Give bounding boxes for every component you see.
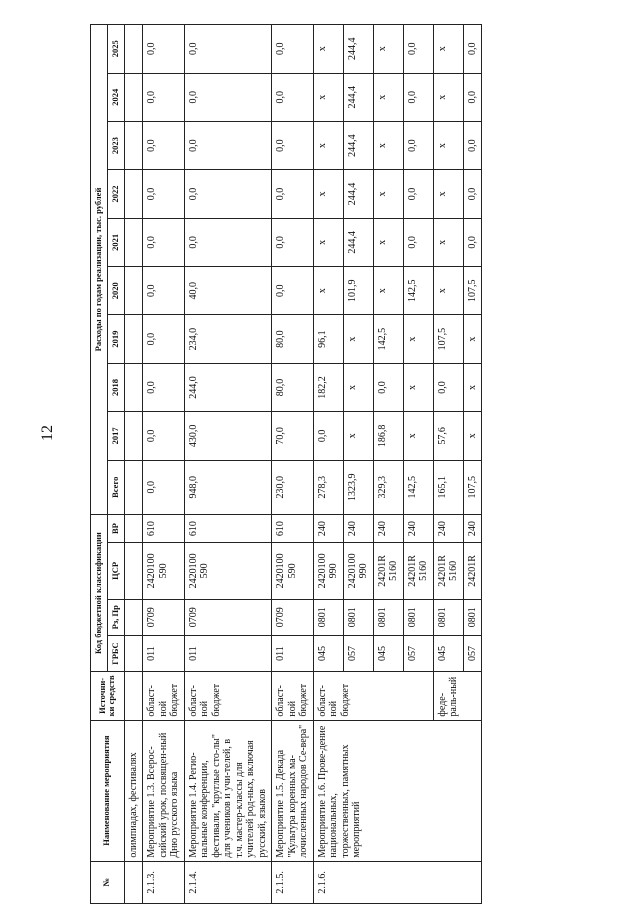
year-value: х — [373, 170, 403, 218]
header-year: 2018 — [107, 363, 124, 411]
table-row — [272, 25, 314, 904]
csr-code: 2420100 590 — [272, 543, 314, 599]
event-name: Мероприятие 1.6. Прове-дение национальных, торжественных, памятных мероприятий — [313, 720, 482, 861]
header-year: 2021 — [107, 218, 124, 266]
year-value: х — [313, 73, 343, 121]
year-value: х — [313, 121, 343, 169]
header-kbk: Код бюджетной классификации — [91, 514, 108, 671]
funding-source: област-ной бюджет — [272, 672, 314, 720]
year-value: х — [433, 121, 463, 169]
event-name: Мероприятие 1.5. Декада "Культура коренных ма-лочисленных народов Се-вера" — [272, 720, 314, 861]
budget-table — [90, 24, 482, 904]
grbs-code: 011 — [272, 635, 314, 671]
header-grbs: ГРБС — [107, 635, 124, 671]
vr-code: 240 — [403, 514, 433, 542]
year-value: 0,0 — [143, 267, 185, 315]
year-value: 0,0 — [184, 73, 272, 121]
total-value: 142,5 — [403, 460, 433, 514]
header-year: 2024 — [107, 73, 124, 121]
year-value: 430,0 — [184, 412, 272, 460]
carry-over-text: олимпиадах, фестивалях — [124, 720, 143, 861]
year-value: х — [403, 315, 433, 363]
year-value: х — [433, 25, 463, 74]
grbs-code: 045 — [373, 635, 403, 671]
carry-over-row — [124, 25, 143, 904]
year-value: 101,9 — [343, 267, 373, 315]
year-value: 142,5 — [373, 315, 403, 363]
rzpr-code: 0709 — [184, 599, 272, 635]
csr-code: 24201R 5160 — [373, 543, 403, 599]
header-csr: ЦСР — [107, 543, 124, 599]
year-value: 0,0 — [143, 170, 185, 218]
grbs-code: 011 — [143, 635, 185, 671]
year-value: 0,0 — [433, 363, 463, 411]
header-rzpr: Рз, Пр — [107, 599, 124, 635]
year-value: 234,0 — [184, 315, 272, 363]
year-value: 0,0 — [403, 218, 433, 266]
budget-table-page — [90, 4, 630, 904]
year-value: х — [373, 121, 403, 169]
rzpr-code: 0801 — [433, 599, 463, 635]
year-value: х — [313, 25, 343, 74]
header-total: Всего — [107, 460, 124, 514]
vr-code: 240 — [433, 514, 463, 542]
header-year: 2017 — [107, 412, 124, 460]
total-value: 948,0 — [184, 460, 272, 514]
year-value: 0,0 — [272, 25, 314, 74]
year-value: 0,0 — [403, 121, 433, 169]
year-value: х — [343, 315, 373, 363]
csr-code: 2420100 590 — [184, 543, 272, 599]
year-value: 70,0 — [272, 412, 314, 460]
year-value: 0,0 — [184, 25, 272, 74]
year-value: 0,0 — [184, 121, 272, 169]
funding-source: област-ной бюджет — [184, 672, 272, 720]
header-year: 2020 — [107, 267, 124, 315]
year-value: 0,0 — [143, 363, 185, 411]
funding-source: област-ной бюджет — [313, 672, 433, 720]
rzpr-code: 0801 — [403, 599, 433, 635]
funding-source: област-ной бюджет — [143, 672, 185, 720]
grbs-code: 057 — [403, 635, 433, 671]
year-value: 186,8 — [373, 412, 403, 460]
year-value: 244,4 — [343, 170, 373, 218]
year-value: х — [373, 25, 403, 74]
year-value: 80,0 — [272, 363, 314, 411]
year-value: х — [373, 73, 403, 121]
year-value: 0,0 — [373, 363, 403, 411]
year-value: х — [343, 363, 373, 411]
total-value: 165,1 — [433, 460, 463, 514]
year-value: х — [373, 267, 403, 315]
page-number: 12 — [39, 425, 56, 441]
year-value: 0,0 — [143, 412, 185, 460]
rzpr-code: 0801 — [313, 599, 343, 635]
year-value: х — [463, 412, 482, 460]
year-value: 40,0 — [184, 267, 272, 315]
year-value: х — [313, 170, 343, 218]
table-row — [143, 25, 185, 904]
header-year: 2025 — [107, 25, 124, 74]
year-value: 0,0 — [463, 121, 482, 169]
year-value: 0,0 — [463, 218, 482, 266]
vr-code: 610 — [143, 514, 185, 542]
grbs-code: 045 — [313, 635, 343, 671]
year-value: 0,0 — [463, 73, 482, 121]
year-value: х — [463, 363, 482, 411]
year-value: 80,0 — [272, 315, 314, 363]
year-value: 0,0 — [143, 121, 185, 169]
csr-code: 2420100 590 — [143, 543, 185, 599]
total-value: 0,0 — [143, 460, 185, 514]
header-name: Наименование мероприятия — [91, 720, 125, 861]
header-year: 2022 — [107, 170, 124, 218]
header-num: № — [91, 861, 125, 903]
year-value: х — [433, 73, 463, 121]
year-value: 244,4 — [343, 218, 373, 266]
event-name: Мероприятие 1.3. Всерос-сийский урок, посвящен-ный Дню русского языка — [143, 720, 185, 861]
row-number: 2.1.5. — [272, 861, 314, 903]
year-value: х — [463, 315, 482, 363]
year-value: х — [373, 218, 403, 266]
year-value: 142,5 — [403, 267, 433, 315]
year-value: 0,0 — [272, 218, 314, 266]
vr-code: 610 — [272, 514, 314, 542]
year-value: 57,6 — [433, 412, 463, 460]
vr-code: 240 — [373, 514, 403, 542]
year-value: 244,0 — [184, 363, 272, 411]
grbs-code: 057 — [463, 635, 482, 671]
funding-source: феде-раль-ный — [433, 672, 482, 720]
header-year: 2019 — [107, 315, 124, 363]
csr-code: 24201R — [463, 543, 482, 599]
row-number: 2.1.3. — [143, 861, 185, 903]
year-value: 107,5 — [433, 315, 463, 363]
year-value: х — [343, 412, 373, 460]
vr-code: 240 — [343, 514, 373, 542]
year-value: х — [313, 267, 343, 315]
year-value: 0,0 — [403, 73, 433, 121]
vr-code: 240 — [313, 514, 343, 542]
csr-code: 24201R 5160 — [433, 543, 463, 599]
year-value: 244,4 — [343, 25, 373, 74]
table-body — [124, 25, 482, 904]
rzpr-code: 0801 — [373, 599, 403, 635]
year-value: 0,0 — [403, 25, 433, 74]
rzpr-code: 0709 — [272, 599, 314, 635]
header-source: Источни-ки средств — [91, 672, 125, 720]
rzpr-code: 0801 — [463, 599, 482, 635]
csr-code: 2420100 990 — [343, 543, 373, 599]
total-value: 329,3 — [373, 460, 403, 514]
year-value: 0,0 — [143, 315, 185, 363]
vr-code: 610 — [184, 514, 272, 542]
rzpr-code: 0709 — [143, 599, 185, 635]
year-value: 0,0 — [403, 170, 433, 218]
csr-code: 2420100 990 — [313, 543, 343, 599]
total-value: 107,5 — [463, 460, 482, 514]
year-value: 0,0 — [272, 73, 314, 121]
event-name: Мероприятие 1.4. Регио-нальные конференции, фестивали, "круглые сто-лы" для учеников и учи-телей, в т.ч. мастер-классы для учителей род-ных, включая русский, языков — [184, 720, 272, 861]
year-value: 244,4 — [343, 121, 373, 169]
grbs-code: 045 — [433, 635, 463, 671]
rzpr-code: 0801 — [343, 599, 373, 635]
year-value: 0,0 — [463, 25, 482, 74]
row-number: 2.1.4. — [184, 861, 272, 903]
table-row — [184, 25, 272, 904]
grbs-code: 057 — [343, 635, 373, 671]
year-value: 0,0 — [272, 170, 314, 218]
year-value: 0,0 — [184, 218, 272, 266]
year-value: х — [433, 218, 463, 266]
year-value: 0,0 — [184, 170, 272, 218]
year-value: 0,0 — [143, 218, 185, 266]
year-value: 107,5 — [463, 267, 482, 315]
total-value: 1323,9 — [343, 460, 373, 514]
year-value: 0,0 — [143, 73, 185, 121]
year-value: 0,0 — [143, 25, 185, 74]
total-value: 230,0 — [272, 460, 314, 514]
table-header — [91, 25, 125, 904]
year-value: 96,1 — [313, 315, 343, 363]
year-value: 0,0 — [272, 267, 314, 315]
grbs-code: 011 — [184, 635, 272, 671]
total-value: 278,3 — [313, 460, 343, 514]
csr-code: 24201R 5160 — [403, 543, 433, 599]
year-value: 182,2 — [313, 363, 343, 411]
year-value: х — [433, 267, 463, 315]
year-value: 0,0 — [272, 121, 314, 169]
row-number: 2.1.6. — [313, 861, 482, 903]
header-year: 2023 — [107, 121, 124, 169]
header-vr: ВР — [107, 514, 124, 542]
table-row — [313, 25, 343, 904]
vr-code: 240 — [463, 514, 482, 542]
year-value: х — [403, 363, 433, 411]
year-value: х — [403, 412, 433, 460]
year-value: 0,0 — [313, 412, 343, 460]
year-value: 244,4 — [343, 73, 373, 121]
year-value: 0,0 — [463, 170, 482, 218]
year-value: х — [433, 170, 463, 218]
header-expenses: Расходы по годам реализации, тыс. рублей — [91, 25, 108, 515]
year-value: х — [313, 218, 343, 266]
